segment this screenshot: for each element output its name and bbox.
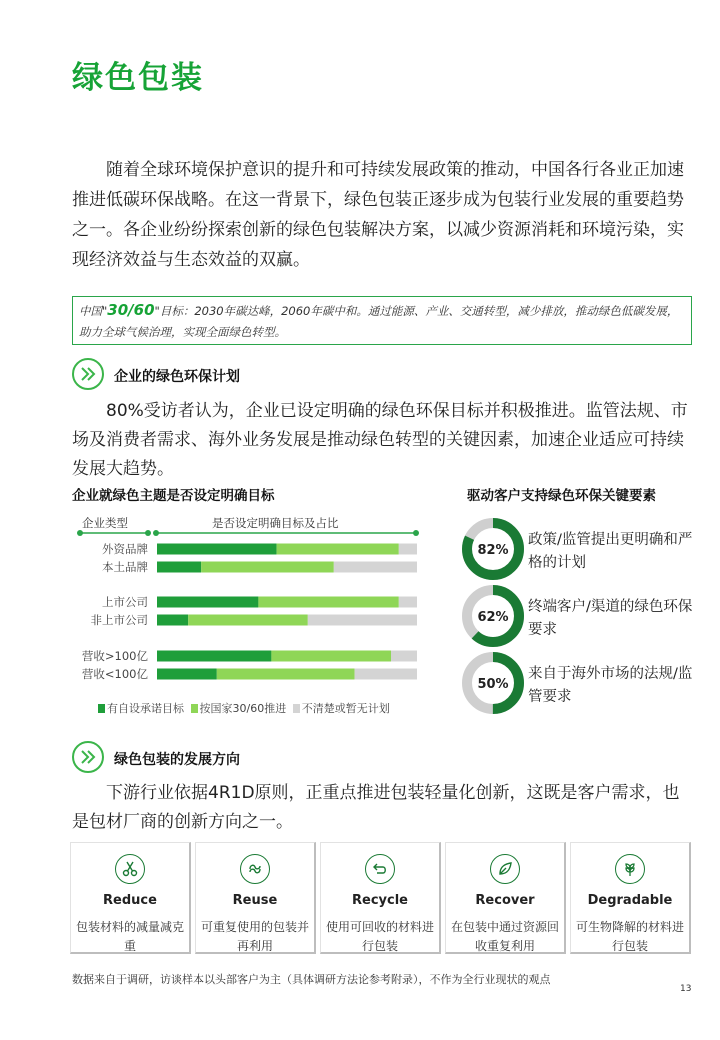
reuse-icon: [240, 854, 270, 884]
bar-segment-own-target: [157, 669, 217, 680]
plant-icon: [615, 854, 645, 884]
leaf-icon: [490, 854, 520, 884]
double-chevron-icon: [72, 741, 104, 773]
category-label: 营收>100亿: [81, 649, 148, 663]
bar-segment-own-target: [157, 651, 271, 662]
left-chart-title: 企业就绿色主题是否设定明确目标: [72, 488, 275, 504]
page-number: 13: [680, 984, 692, 994]
bar-segment-own-target: [157, 615, 188, 626]
bar-segment-national: [271, 651, 391, 662]
category-label: 上市公司: [102, 595, 148, 609]
legend-own-target: 有自设承诺目标: [107, 702, 184, 715]
section-paragraph-direction: 下游行业依据4R1D原则，正重点推进包装轻量化创新，这既是客户需求，也是包材厂商的创新方向之一。: [72, 783, 680, 832]
double-chevron-icon: [72, 358, 104, 390]
bar-segment-unclear: [391, 651, 417, 662]
bar-segment-national: [217, 669, 355, 680]
card-reuse: [195, 842, 316, 954]
donut-item-label: 政策/监管提出更明确和严格的计划: [528, 532, 693, 571]
card-recover-name: Recover: [475, 893, 535, 908]
card-recover-desc: 在包装中通过资源回收重复利用: [450, 920, 559, 953]
card-reduce: [70, 842, 191, 954]
bar-segment-unclear: [308, 615, 417, 626]
category-label: 外资品牌: [102, 542, 148, 556]
recycle-icon: [365, 854, 395, 884]
bar-segment-unclear: [355, 669, 417, 680]
left-chart-col1-header: 企业类型: [82, 516, 128, 530]
bar-segment-unclear: [399, 544, 417, 555]
donut-value-label: 50%: [477, 677, 509, 692]
bar-segment-own-target: [157, 597, 258, 608]
footnote: 数据来自于调研，访谈样本以头部客户为主（具体调研方法论参考附录），不作为全行业现状的观点: [72, 973, 551, 986]
bar-segment-own-target: [157, 562, 201, 573]
bar-segment-own-target: [157, 544, 277, 555]
left-chart-col2-header: 是否设定明确目标及占比: [212, 516, 339, 530]
bar-segment-national: [258, 597, 398, 608]
card-reuse-name: Reuse: [232, 893, 278, 908]
callout-prefix: 中国": [79, 304, 108, 318]
legend-swatch-own-target: [98, 704, 105, 713]
card-degradable: [570, 842, 691, 954]
stacked-bar-chart: [62, 538, 422, 688]
legend-swatch-national: [191, 704, 198, 713]
bar-segment-national: [277, 544, 399, 555]
callout-box: [72, 296, 692, 345]
section-heading-direction: 绿色包装的发展方向: [114, 752, 240, 768]
section-paragraph-green-plan: 80%受访者认为，企业已设定明确的绿色环保目标并积极推进。监管法规、市场及消费者需求、海外业务发展是推动绿色转型的关键因素，加速企业适应可持续发展大趋势。: [72, 401, 688, 479]
bar-segment-national: [188, 615, 308, 626]
right-chart-title: 驱动客户支持绿色环保关键要素: [467, 488, 656, 504]
card-degradable-desc: 可生物降解的材料进行包装: [575, 920, 684, 953]
callout-text: "目标：2030年碳达峰，2060年碳中和。通过能源、产业、交通转型，减少排放，推动绿色低碳发展，助力全球气候治理，实现全面绿色转型。: [79, 304, 679, 339]
card-reduce-desc: 包装材料的减量减克重: [75, 920, 184, 953]
bar-segment-unclear: [399, 597, 417, 608]
scissors-icon: [115, 854, 145, 884]
intro-paragraph: 随着全球环境保护意识的提升和可持续发展政策的推动，中国各行各业正加速推进低碳环保战略。在这一背景下，绿色包装正逐步成为包装行业发展的重要趋势之一。各企业纷纷探索创新的绿色包装解决方案，以减少资源消耗和环境污染，实现经济效益与生态效益的双赢。: [72, 160, 684, 270]
callout-highlight: 30/60: [107, 301, 155, 319]
category-label: 本土品牌: [102, 560, 148, 574]
card-degradable-name: Degradable: [587, 893, 673, 908]
donut-item-label: 终端客户/渠道的绿色环保要求: [528, 599, 693, 638]
card-recycle-name: Recycle: [352, 893, 408, 908]
donut-value-label: 82%: [477, 543, 509, 558]
donut-charts: [458, 512, 708, 722]
category-label: 营收<100亿: [81, 667, 148, 681]
left-chart-legend: [98, 700, 390, 716]
card-recycle: [320, 842, 441, 954]
bar-segment-national: [201, 562, 334, 573]
legend-national: 按国家30/60推进: [199, 702, 287, 715]
section-heading-green-plan: 企业的绿色环保计划: [114, 369, 240, 385]
card-reuse-desc: 可重复使用的包装并再利用: [200, 920, 309, 953]
legend-unclear: 不清楚或暂无计划: [301, 702, 390, 715]
card-reduce-name: Reduce: [103, 893, 157, 908]
card-recover: [445, 842, 566, 954]
bar-segment-unclear: [334, 562, 417, 573]
card-recycle-desc: 使用可回收的材料进行包装: [325, 920, 434, 953]
donut-value-label: 62%: [477, 610, 509, 625]
category-label: 非上市公司: [90, 613, 148, 627]
donut-item-label: 来自于海外市场的法规/监管要求: [528, 666, 693, 705]
legend-swatch-unclear: [293, 704, 300, 713]
page-title: 绿色包装: [72, 60, 204, 96]
stacked-bar-svg: [62, 538, 422, 688]
